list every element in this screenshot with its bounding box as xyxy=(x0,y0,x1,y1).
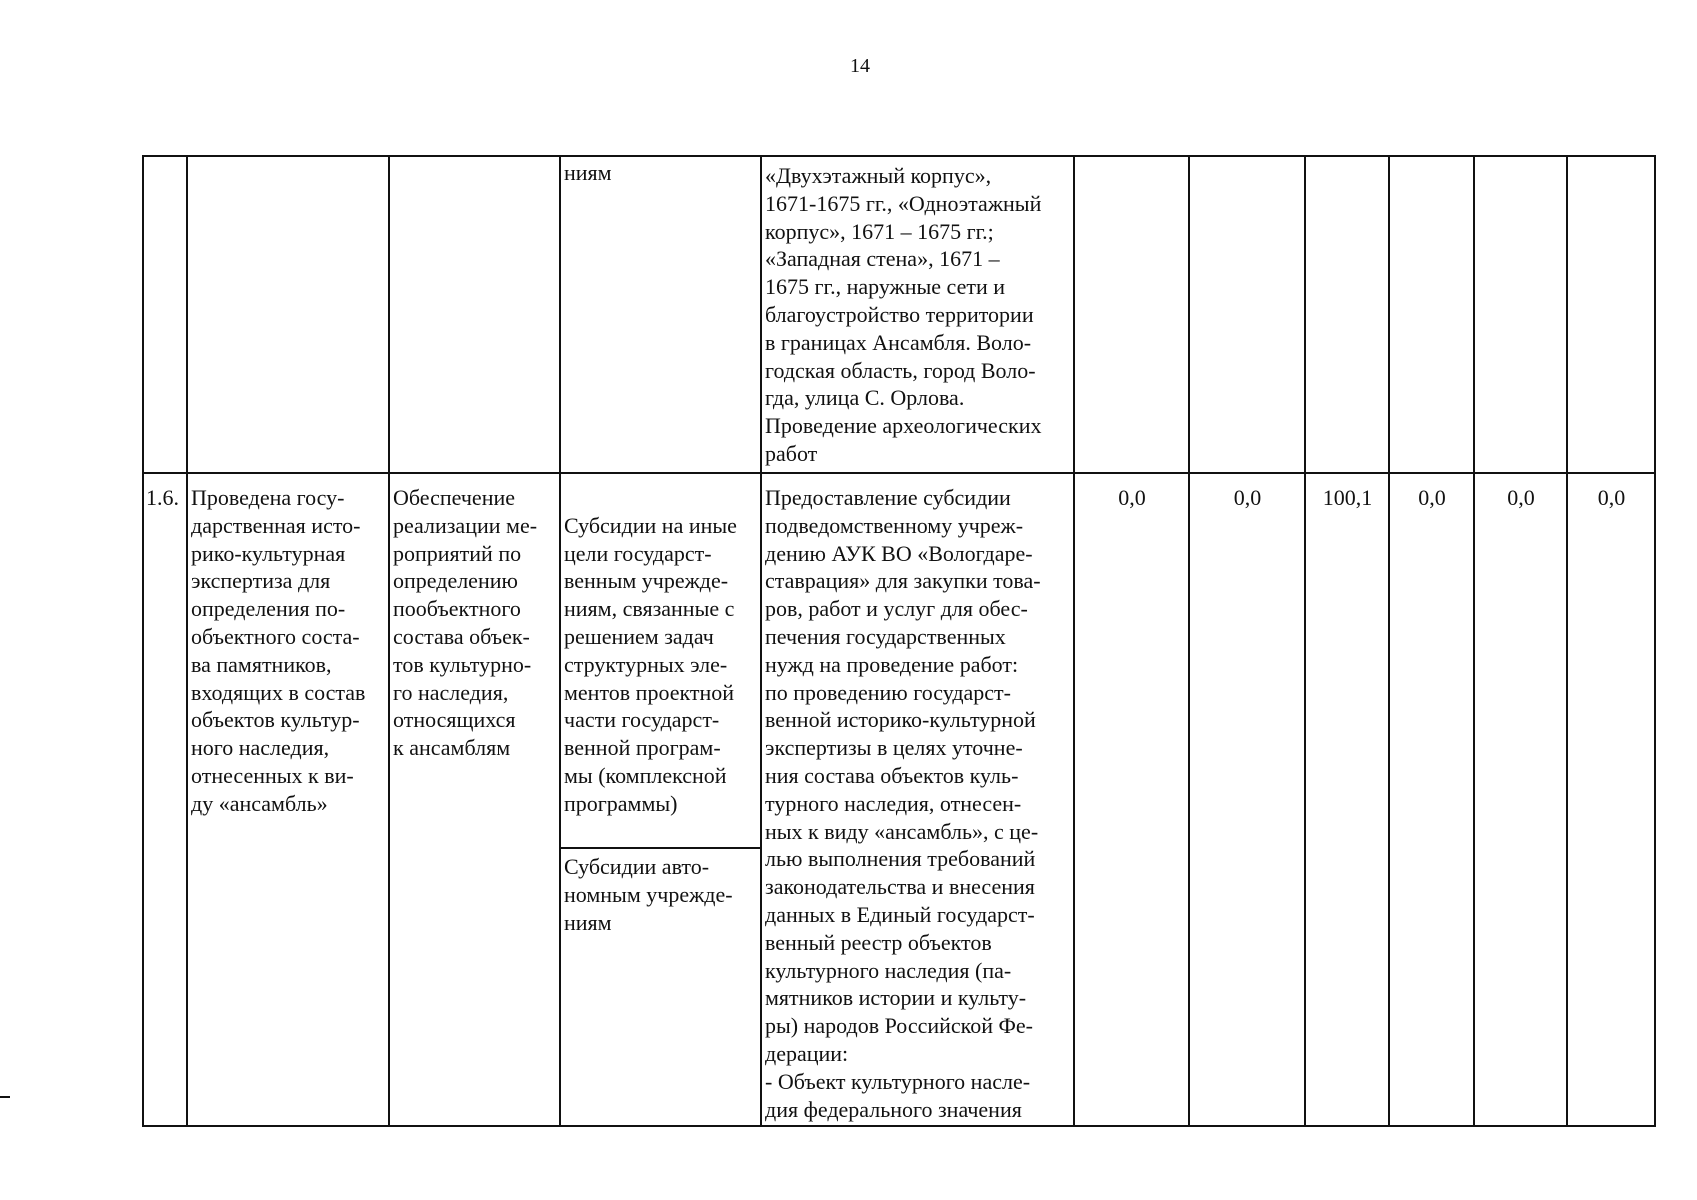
description-cell: Предоставление субсидии подведомственному учреж- дению АУК ВО «Вологдаре- ставрация» для закупки това- ров, работ и услуг для обес- печения государственных нужд на проведение работ: по проведению государст- венной историко-культурной экспертизы в целях уточне- ния состава объектов куль- турного наследия, отнесен- ных к виду «ансамбль», с це- лью выполнения требований законодательства и внесения данных в Единый государст- венный реестр объектов культурного наследия (па- мятников истории и культу- ры) народов Российской Фе- дерации: - Объект культурного насле- дия федерального значения xyxy=(761,473,1074,1126)
source-cell: ниям xyxy=(560,156,761,473)
value-cell-3: 100,1 xyxy=(1305,473,1389,1126)
value-cell-6: 0,0 xyxy=(1567,473,1655,1126)
page-number: 14 xyxy=(850,55,870,77)
value-cell-2: 0,0 xyxy=(1189,473,1305,1126)
table-row-continuation xyxy=(143,156,1655,473)
value-cell-4: 0,0 xyxy=(1389,473,1474,1126)
table-row-1-6 xyxy=(143,473,1655,1126)
task-cell: Обеспечение реализации ме- роприятий по определению пообъектного состава объек- тов культурно- го наследия, относящихся к ансамблям xyxy=(389,473,560,1126)
result-cell: Проведена госу- дарственная исто- рико-культурная экспертиза для определения по- объектного соста- ва памятников, входящих в состав объектов культур- ного наследия, отнесенных к ви- ду «ансамбль» xyxy=(187,473,389,1126)
program-activities-table xyxy=(142,155,1656,1127)
funding-source-autonomous: Субсидии авто- номным учрежде- ниям xyxy=(561,847,760,938)
result-cell-empty xyxy=(187,156,389,473)
value-cell-empty xyxy=(1305,156,1389,473)
row-index: 1.6. xyxy=(143,473,187,1126)
index-cell-empty xyxy=(143,156,187,473)
value-cell-empty xyxy=(1567,156,1655,473)
value-cell-5: 0,0 xyxy=(1474,473,1567,1126)
value-cell-empty xyxy=(1474,156,1567,473)
value-cell-empty xyxy=(1389,156,1474,473)
value-cell-empty xyxy=(1189,156,1305,473)
funding-source-other-purposes: Субсидии на иные цели государст- венным учрежде- ниям, связанные с решением задач структурных эле- ментов проектной части государст- венной програм- мы (комплексной программы) xyxy=(564,512,737,816)
value-cell-1: 0,0 xyxy=(1074,473,1189,1126)
task-cell-empty xyxy=(389,156,560,473)
margin-mark xyxy=(0,1096,10,1098)
description-cell: «Двухэтажный корпус», 1671-1675 гг., «Одноэтажный корпус», 1671 – 1675 гг.; «Западная стена», 1671 – 1675 гг., наружные сети и благоустройство территории в границах Ансамбля. Воло- годская область, город Воло- гда, улица С. Орлова. Проведение археологических работ xyxy=(761,156,1074,473)
value-cell-empty xyxy=(1074,156,1189,473)
funding-source-cell xyxy=(560,473,761,1126)
